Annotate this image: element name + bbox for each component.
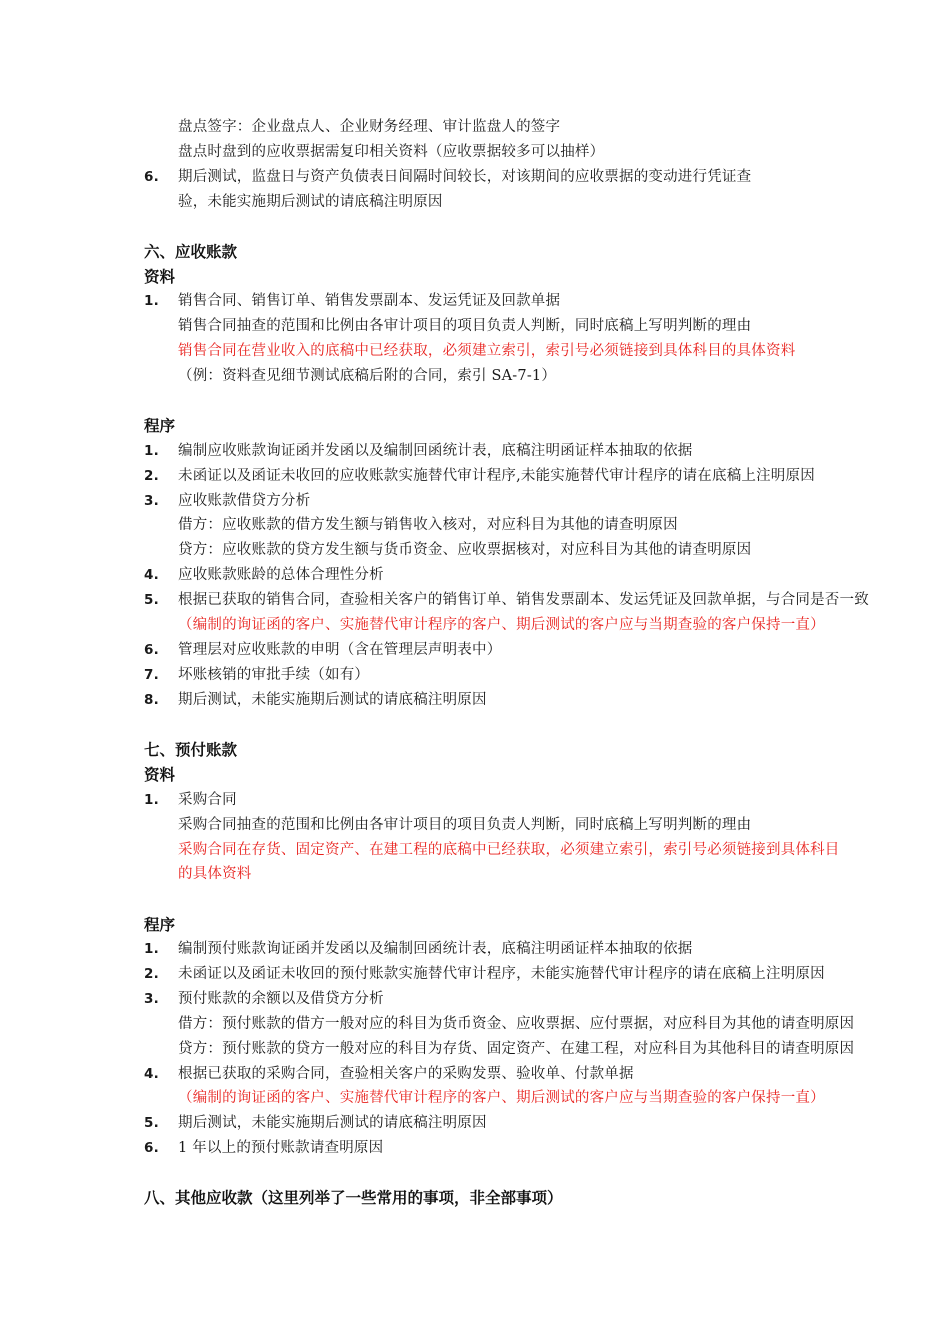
sec7-proc-4-number: 4.	[144, 1066, 159, 1082]
sec7-material-1-line-3: 采购合同在存货、固定资产、在建工程的底稿中已经获取，必须建立索引，索引号必须链接到具体科目	[178, 842, 840, 858]
sec7-proc-1: 编制预付账款询证函并发函以及编制回函统计表，底稿注明函证样本抽取的依据	[178, 941, 693, 957]
sec6-proc-1: 编制应收账款询证函并发函以及编制回函统计表，底稿注明函证样本抽取的依据	[178, 443, 693, 459]
sec6-proc-3-number: 3.	[144, 493, 159, 509]
sec6-proc-5-number: 5.	[144, 592, 159, 608]
sec7-proc-1-number: 1.	[144, 941, 159, 957]
sec7-proc-5: 期后测试，未能实施期后测试的请底稿注明原因	[178, 1115, 487, 1131]
sec6-proc-2-number: 2.	[144, 468, 159, 484]
sec6-proc-8-number: 8.	[144, 692, 159, 708]
section-7-procedures-title: 程序	[144, 916, 176, 934]
sec6-proc-5: 根据已获取的销售合同，查验相关客户的销售订单、销售发票副本、发运凭证及回款单据，与合同是否一致	[178, 592, 869, 608]
sec7-material-1-line-1: 采购合同	[178, 792, 237, 808]
sec7-proc-5-number: 5.	[144, 1115, 159, 1131]
section-7-title: 七、预付账款	[144, 741, 238, 759]
sec6-material-1-line-1: 销售合同、销售订单、销售发票副本、发运凭证及回款单据	[178, 293, 561, 309]
sec7-proc-3-number: 3.	[144, 991, 159, 1007]
sec7-proc-3-debit: 借方：预付账款的借方一般对应的科目为货币资金、应收票据、应付票据，对应科目为其他的请查明原因	[178, 1016, 855, 1032]
sec7-proc-4-note: （编制的询证函的客户、实施替代审计程序的客户、期后测试的客户应与当期查验的客户保持一直）	[178, 1090, 825, 1106]
top-line-2: 盘点时盘到的应收票据需复印相关资料（应收票据较多可以抽样）	[178, 144, 605, 160]
sec7-material-1-number: 1.	[144, 792, 159, 808]
sec6-proc-7-number: 7.	[144, 667, 159, 683]
sec6-proc-7: 坏账核销的审批手续（如有）	[178, 667, 370, 683]
sec6-proc-3-debit: 借方：应收账款的借方发生额与销售收入核对，对应科目为其他的请查明原因	[178, 517, 678, 533]
sec6-proc-3: 应收账款借贷方分析	[178, 493, 311, 509]
top-item-6-line-1: 期后测试，监盘日与资产负债表日间隔时间较长，对该期间的应收票据的变动进行凭证查	[178, 169, 752, 185]
sec6-material-1-line-2: 销售合同抽查的范围和比例由各审计项目的项目负责人判断，同时底稿上写明判断的理由	[178, 318, 752, 334]
section-6-procedures-title: 程序	[144, 417, 176, 435]
sec6-proc-6: 管理层对应收账款的申明（含在管理层声明表中）	[178, 642, 502, 658]
sec7-material-1-line-4: 的具体资料	[178, 866, 252, 882]
sec6-proc-4-number: 4.	[144, 567, 159, 583]
sec7-material-1-line-2: 采购合同抽查的范围和比例由各审计项目的项目负责人判断，同时底稿上写明判断的理由	[178, 817, 752, 833]
sec6-material-1-number: 1.	[144, 293, 159, 309]
sec7-proc-2: 未函证以及函证未收回的预付账款实施替代审计程序，未能实施替代审计程序的请在底稿上注明原因	[178, 966, 825, 982]
top-line-1: 盘点签字：企业盘点人、企业财务经理、审计监盘人的签字	[178, 119, 561, 135]
sec6-proc-8: 期后测试，未能实施期后测试的请底稿注明原因	[178, 692, 487, 708]
sec6-material-1-line-3: 销售合同在营业收入的底稿中已经获取，必须建立索引，索引号必须链接到具体科目的具体资料	[178, 343, 796, 359]
sec6-proc-6-number: 6.	[144, 642, 159, 658]
sec7-proc-3-credit: 贷方：预付账款的贷方一般对应的科目为存货、固定资产、在建工程，对应科目为其他科目的请查明原因	[178, 1041, 855, 1057]
top-item-6-line-2: 验，未能实施期后测试的请底稿注明原因	[178, 194, 443, 210]
sec6-material-1-line-4: （例：资料查见细节测试底稿后附的合同，索引 SA-7-1）	[178, 368, 557, 384]
section-8-title: 八、其他应收款（这里列举了一些常用的事项，非全部事项）	[144, 1189, 563, 1207]
sec6-proc-1-number: 1.	[144, 443, 159, 459]
sec6-proc-2: 未函证以及函证未收回的应收账款实施替代审计程序,未能实施替代审计程序的请在底稿上注明原因	[178, 468, 815, 484]
sec7-proc-2-number: 2.	[144, 966, 159, 982]
section-7-materials-title: 资料	[144, 766, 176, 784]
section-6-title: 六、应收账款	[144, 243, 238, 261]
sec6-proc-5-note: （编制的询证函的客户、实施替代审计程序的客户、期后测试的客户应与当期查验的客户保持一直）	[178, 617, 825, 633]
sec7-proc-4: 根据已获取的采购合同，查验相关客户的采购发票、验收单、付款单据	[178, 1066, 634, 1082]
sec7-proc-6: 1 年以上的预付账款请查明原因	[178, 1140, 384, 1156]
sec6-proc-3-credit: 贷方：应收账款的贷方发生额与货币资金、应收票据核对，对应科目为其他的请查明原因	[178, 542, 752, 558]
sec6-proc-4: 应收账款账龄的总体合理性分析	[178, 567, 384, 583]
top-item-6-number: 6.	[144, 169, 159, 185]
sec7-proc-6-number: 6.	[144, 1140, 159, 1156]
section-6-materials-title: 资料	[144, 268, 176, 286]
sec7-proc-3: 预付账款的余额以及借贷方分析	[178, 991, 384, 1007]
